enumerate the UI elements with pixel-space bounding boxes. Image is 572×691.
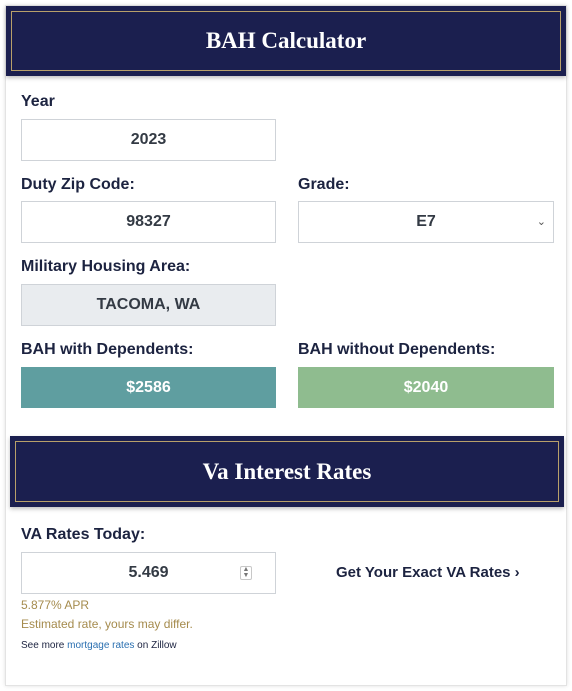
spinner-icon[interactable]: ▲ ▼	[240, 566, 252, 580]
mha-value: TACOMA, WA	[96, 296, 201, 313]
without-dependents-label: BAH without Dependents:	[298, 341, 496, 358]
zip-code-input[interactable]	[21, 201, 276, 243]
va-rates-label: VA Rates Today:	[21, 526, 146, 543]
with-dependents-label: BAH with Dependents:	[21, 341, 194, 358]
va-rate-input[interactable]	[21, 552, 276, 594]
va-rates-header	[10, 436, 564, 507]
get-exact-va-rates-link[interactable]: Get Your Exact VA Rates ›	[336, 564, 520, 581]
va-rate-value: 5.469	[128, 564, 169, 581]
see-more-prefix: See more	[21, 640, 68, 651]
va-header-frame	[15, 441, 559, 502]
grade-select[interactable]	[298, 201, 554, 243]
year-value: 2023	[130, 131, 167, 148]
mha-field	[21, 284, 276, 326]
header-frame	[11, 11, 561, 71]
bah-calculator-header	[6, 6, 566, 76]
with-dependents-value: $2586	[126, 378, 171, 396]
va-section-title: Va Interest Rates	[202, 458, 372, 484]
see-more-suffix: on Zillow	[134, 640, 177, 651]
mha-label: Military Housing Area:	[21, 258, 191, 275]
grade-label: Grade:	[298, 176, 350, 193]
with-dependents-result	[21, 367, 276, 408]
chevron-down-icon: ⌄	[536, 216, 546, 228]
apr-text: 5.877% APR	[21, 598, 90, 612]
see-more-text	[21, 640, 177, 651]
without-dependents-result	[298, 367, 554, 408]
year-field[interactable]	[21, 119, 276, 161]
zip-label: Duty Zip Code:	[21, 176, 135, 193]
mortgage-rates-link[interactable]: mortgage rates	[67, 640, 135, 651]
zip-code-value: 98327	[126, 213, 171, 230]
without-dependents-value: $2040	[403, 378, 449, 396]
page-title: BAH Calculator	[205, 28, 367, 53]
year-label: Year	[21, 93, 55, 110]
grade-value: E7	[416, 213, 436, 230]
estimate-note: Estimated rate, yours may differ.	[21, 617, 193, 631]
